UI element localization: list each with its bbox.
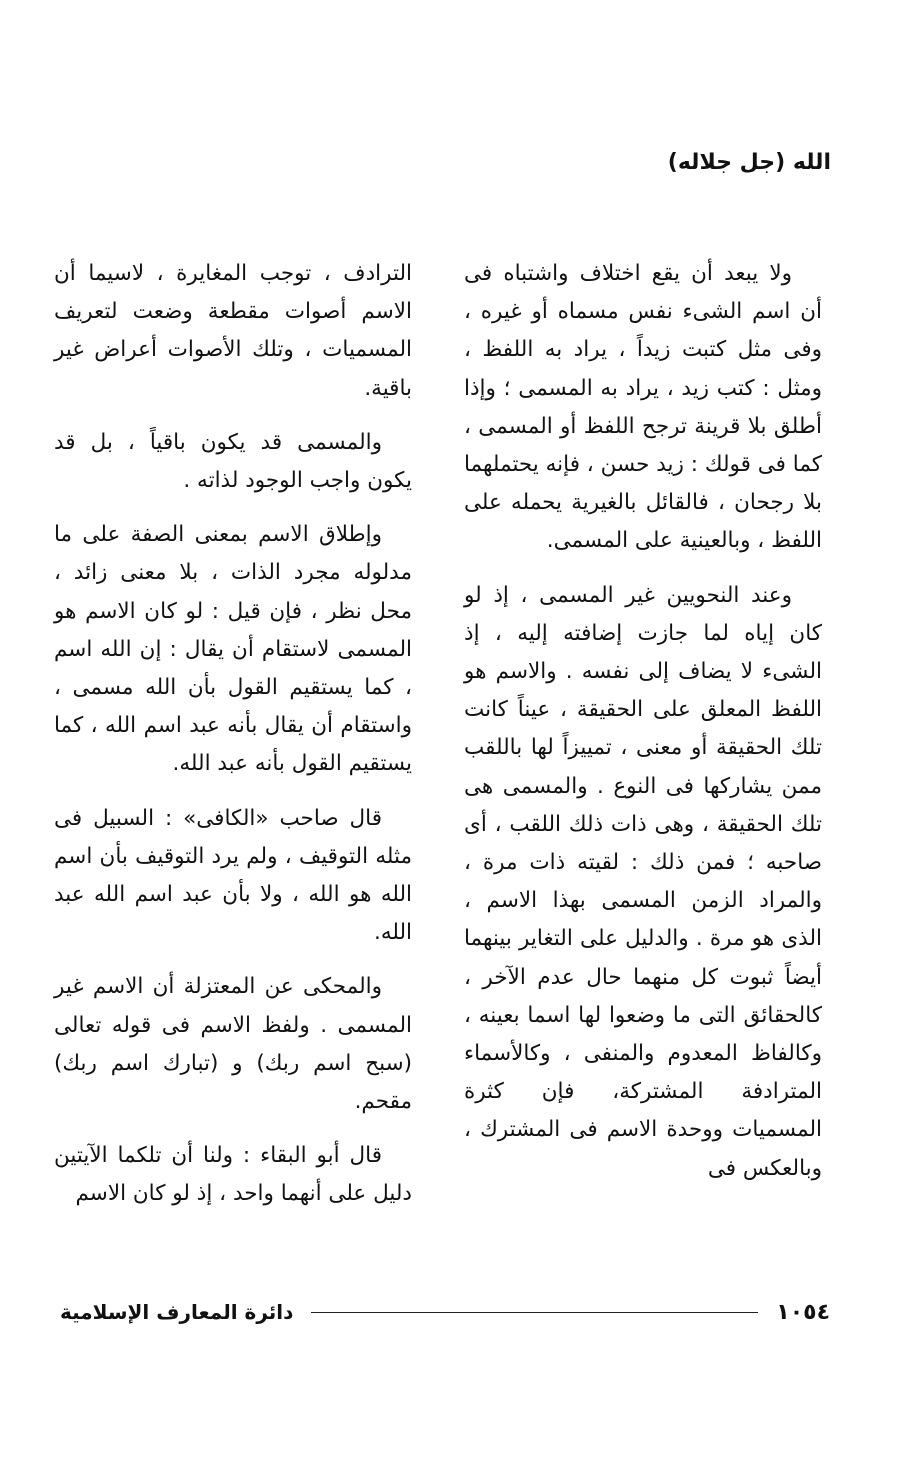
footer-divider <box>311 1312 758 1313</box>
paragraph: قال صاحب «الكافى» : السبيل فى مثله التوقيف ، ولم يرد التوقيف بأن اسم الله هو الله ، ولا بأن عبد اسم الله عبد الله. <box>54 805 412 946</box>
paragraph: الترادف ، توجب المغايرة ، لاسيما أن الاسم أصوات مقطعة وضعت لتعريف المسميات ، وتلك الأصوات أعراض غير باقية. <box>54 261 412 401</box>
paragraph: قال أبو البقاء : ولنا أن تلكما الآيتين دليل على أنهما واحد ، إذ لو كان الاسم <box>54 1143 412 1207</box>
page-footer <box>60 1292 830 1332</box>
right-text-column <box>464 255 822 1204</box>
paragraph: والمسمى قد يكون باقياً ، بل قد يكون واجب الوجود لذاته . <box>54 429 412 494</box>
paragraph: والمحكى عن المعتزلة أن الاسم غير المسمى . ولفظ الاسم فى قوله تعالى (سبح اسم ربك) و (تبارك اسم ربك) مقحم. <box>54 974 412 1115</box>
paragraph: وإطلاق الاسم بمعنى الصفة على ما مدلوله مجرد الذات ، بلا معنى زائد ، محل نظر ، فإن قيل : لو كان الاسم هو المسمى لاستقام أن يقال : إن الله اسم ، كما يستقيم القول بأن الله مسمى ، واستقام أن يقال بأنه عبد اسم الله ، كما يستقيم القول بأنه عبد الله. <box>54 522 412 777</box>
page-number: ١٠٥٤ <box>776 1299 830 1325</box>
paragraph: وعند النحويين غير المسمى ، إذ لو كان إياه لما جازت إضافته إليه ، إذ الشىء لا يضاف إلى نفسه . والاسم هو اللفظ المعلق على الحقيقة ، عيناً كانت تلك الحقيقة أو معنى ، تمييزاً لها باللقب ممن يشاركها فى النوع . والمسمى هى تلك الحقيقة ، وهى ذات ذلك اللقب ، أى صاحبه ؛ فمن ذلك : لقيته ذات مرة ، والمراد الزمن المسمى بهذا الاسم ، الذى هو مرة . والدليل على التغاير بينهما أيضاً ثبوت كل منهما حال عدم الآخر ، كالحقائق التى ما وضعوا لها اسما بعينه ، وكالفاظ المعدوم والمنفى ، وكالأسماء المترادفة المشتركة، فإن كثرة المسميات ووحدة الاسم فى المشترك ، وبالعكس فى <box>464 582 822 1181</box>
journal-name: دائرة المعارف الإسلامية <box>60 1300 294 1324</box>
left-text-column <box>54 255 412 1230</box>
paragraph: ولا يبعد أن يقع اختلاف واشتباه فى أن اسم الشىء نفس مسماه أو غيره ، وفى مثل كتبت زيداً ، يراد به اللفظ ، ومثل : كتب زيد ، يراد به المسمى ؛ وإذا أطلق بلا قرينة ترجح اللفظ أو المسمى ، كما فى قولك : زيد حسن ، فإنه يحتملهما بلا رجحان ، فالقائل بالغيرية يحمله على اللفظ ، وبالعينية على المسمى. <box>464 261 822 554</box>
running-title: الله (جل جلاله) <box>667 150 831 175</box>
